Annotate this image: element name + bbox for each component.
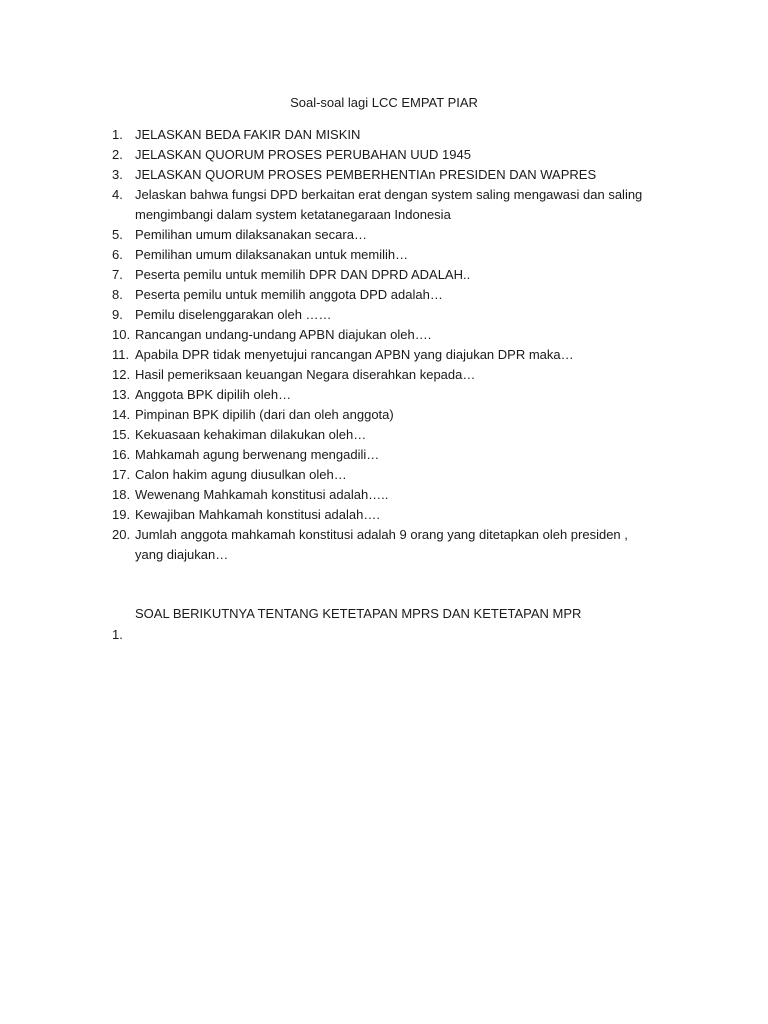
question-number: 10. [112,327,131,342]
question-item [112,165,652,185]
question-number: 12. [112,367,131,382]
question-number: 9. [112,307,123,322]
question-number: 1. [112,627,123,642]
question-text: Kewajiban Mahkamah konstitusi adalah…. [135,507,380,522]
question-list [112,125,652,565]
question-text: Peserta pemilu untuk memilih DPR DAN DPRD ADALAH.. [135,267,471,282]
question-number: 18. [112,487,131,502]
question-item [112,325,652,345]
question-text: Rancangan undang-undang APBN diajukan oleh…. [135,327,432,342]
question-number: 4. [112,187,123,202]
question-text: Wewenang Mahkamah konstitusi adalah….. [135,487,389,502]
question-item [112,185,652,225]
question-number: 19. [112,507,131,522]
question-number: 11. [112,347,130,362]
question-text: Calon hakim agung diusulkan oleh… [135,467,347,482]
question-text: Pemilu diselenggarakan oleh …… [135,307,332,322]
question-item [112,445,652,465]
question-text: Pimpinan BPK dipilih (dari dan oleh anggota) [135,407,394,422]
question-number: 7. [112,267,123,282]
question-item [112,365,652,385]
question-item [112,145,652,165]
question-number: 16. [112,447,131,462]
question-item [112,285,652,305]
question-number: 17. [112,467,131,482]
question-number: 3. [112,167,123,182]
question-number: 15. [112,427,131,442]
section-heading: SOAL BERIKUTNYA TENTANG KETETAPAN MPRS DAN KETETAPAN MPR [135,606,582,621]
question-number: 1. [112,127,123,142]
question-number: 13. [112,387,131,402]
question-text: Jumlah anggota mahkamah konstitusi adalah 9 orang yang ditetapkan oleh presiden , yang diajukan… [135,527,628,562]
question-text: Pemilihan umum dilaksanakan untuk memilih… [135,247,409,262]
question-item [112,125,652,145]
question-number: 20. [112,527,131,542]
question-item [112,525,652,565]
question-text: Mahkamah agung berwenang mengadili… [135,447,380,462]
question-item [112,485,652,505]
question-text: JELASKAN QUORUM PROSES PEMBERHENTIAn PRESIDEN DAN WAPRES [135,167,597,182]
question-item [112,345,652,365]
question-item [112,505,652,525]
question-text: Peserta pemilu untuk memilih anggota DPD adalah… [135,287,443,302]
question-number: 2. [112,147,123,162]
question-text: JELASKAN BEDA FAKIR DAN MISKIN [135,127,361,142]
question-text: Anggota BPK dipilih oleh… [135,387,292,402]
question-item [112,245,652,265]
question-item [112,305,652,325]
question-text: Kekuasaan kehakiman dilakukan oleh… [135,427,367,442]
question-text: Pemilihan umum dilaksanakan secara… [135,227,367,242]
question-item [112,265,652,285]
question-item [112,385,652,405]
question-number: 6. [112,247,123,262]
question-number: 5. [112,227,123,242]
question-item [112,225,652,245]
question-number: 14. [112,407,131,422]
question-text: Jelaskan bahwa fungsi DPD berkaitan erat dengan system saling mengawasi dan saling mengimbangi dalam system ketatanegaraan Indonesia [135,187,643,222]
question-item [112,405,652,425]
question-text: Hasil pemeriksaan keuangan Negara diserahkan kepada… [135,367,476,382]
question-text: Apabila DPR tidak menyetujui rancangan APBN yang diajukan DPR maka… [135,347,574,362]
question-number: 8. [112,287,123,302]
document-title: Soal-soal lagi LCC EMPAT PIAR [290,95,478,110]
question-item [112,425,652,445]
question-text: JELASKAN QUORUM PROSES PERUBAHAN UUD 1945 [135,147,471,162]
question-item [112,465,652,485]
